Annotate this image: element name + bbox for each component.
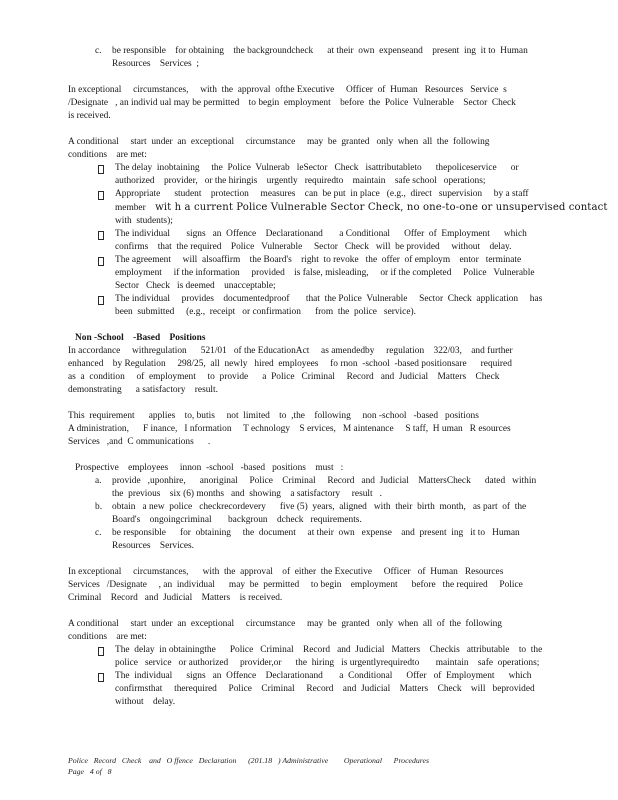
text-line: confirms that the required Police Vulnerable Sector Check will be provided without delay. [115,242,512,252]
text-line: is received. [68,111,111,121]
text-line: confirmsthat therequired Police Criminal Record and Judicial Matters Check will beprovided [115,684,535,694]
empty-box-bullet-icon [98,165,104,174]
text-line: Board's ongoingcriminal backgroun dcheck requirements. [112,515,362,525]
alpha-list-item [68,475,574,501]
footer-title: Police Record Check and O ffence Declaration (201.18 ) Administrative Operational Procedures [68,756,430,765]
text-line: without delay. [115,697,176,707]
text-line: A dministration, F inance, I nformation T echnology S ervices, M aintenance S taff, H uman R esources [68,424,511,434]
paragraph [68,618,574,644]
text-line: The agreement will alsoaffirm the Board's right to revoke the offer of employm entor terminate [115,255,522,265]
bullet-list-item [68,293,574,319]
section-heading [68,332,574,345]
text-line: obtain a new police checkrecordevery five (5) years, aligned with their birth month, as part of the [112,502,527,512]
bullet-list-item [68,188,608,228]
alpha-list-item [68,45,574,71]
empty-box-bullet-icon [98,647,104,656]
paragraph [68,84,574,123]
paragraph [68,136,574,162]
list-marker: c. [95,46,102,56]
text-line: Criminal Record and Judicial Matters is received. [68,593,283,603]
text-line [115,201,608,215]
empty-box-bullet-icon [98,231,104,240]
empty-box-bullet-icon [98,673,104,682]
page-footer [68,755,568,777]
text-line: enhanced by Regulation 298/25, all newly hired employees fo rnon -school -based positionsare required [68,359,512,369]
text-line: police service or authorized provider,or the hiring is urgentlyrequiredto maintain safe operations; [115,658,540,668]
text-line: Resources Services ; [112,59,199,69]
alpha-list-item [68,501,574,527]
text-line: Resources Services. [112,541,195,551]
text-line: demonstrating a satisfactory result. [68,385,218,395]
text-line: conditions are met: [68,150,147,160]
empty-box-bullet-icon [98,296,104,305]
text-line: /Designate , an individ ual may be permitted to begin employment before the Police Vulnerable Sector Check [68,98,516,108]
text-line: The individual provides documentedproof that the Police Vulnerable Sector Check application has [115,294,543,304]
text-line: Prospective employees innon -school -based positions must : [75,463,344,473]
paragraph [68,462,574,475]
text-line: The individual signs an Offence Declarationand a Conditional Offer of Employment which [115,671,532,681]
paragraph [68,566,574,605]
empty-box-bullet-icon [98,257,104,266]
text-line: be responsible for obtaining the backgroundcheck at their own expenseand present ing it to Human [112,46,528,56]
paragraph [68,410,574,449]
bullet-list-item [68,670,574,709]
paragraph [68,345,574,397]
text-line: Services ,and C ommunications . [68,437,211,447]
text-line: the previous six (6) months and showing a satisfactory result . [112,489,383,499]
alpha-list-item [68,527,574,553]
text-line: be responsible for obtaining the document at their own expense and present ing it to Human [112,528,520,538]
text-line: provide ,uponhire, anoriginal Police Criminal Record and Judicial MattersCheck dated within [112,476,537,486]
bullet-list-item [68,644,574,670]
document-content [68,45,608,709]
text-line: The delay in obtainingthe Police Criminal Record and Judicial Matters Checkis attributable to the [115,645,543,655]
list-marker: c. [95,528,102,538]
empty-box-bullet-icon [98,191,104,200]
text-line: In accordance withregulation 521/01 of the EducationAct as amendedby regulation 322/03, and further [68,346,513,356]
text-line: authorized provider, or the hiringis urgently requiredto maintain safe school operations; [115,176,486,186]
list-marker: a. [95,476,102,486]
list-marker: b. [95,502,103,512]
text-line: Appropriate student protection measures can be put in place (e.g., direct supervision by a staff [115,189,529,199]
text-line: The individual signs an Offence Declarationand a Conditional Offer of Employment which [115,229,527,239]
text-line: This requirement applies to, butis not limited to ,the following non -school -based positions [68,411,479,421]
text-line: A conditional start under an exceptional circumstance may be granted only when all of the following [68,619,502,629]
text-line: as a condition of employment to provide a Police Criminal Record and Judicial Matters Check [68,372,500,382]
bullet-list-item [68,254,574,293]
text-line: In exceptional circumstances, with the approval of either the Executive Officer of Human Resources [68,567,504,577]
text-line: been submitted (e.g., receipt or confirmation from the police service). [115,307,416,317]
emphasized-text: wit h a current Police Vulnerable Sector Check, no one-to-one or unsupervised contact [155,202,608,213]
text-line: The delay inobtaining the Police Vulnerab leSector Check isattributableto thepoliceservice or [115,163,519,173]
bullet-list-item [68,162,574,188]
text-segment: member [115,203,156,213]
text-line: with students); [115,216,173,226]
text-line: Non -School -Based Positions [75,333,206,343]
text-line: A conditional start under an exceptional circumstance may be granted only when all the following [68,137,490,147]
text-line: Sector Check is deemed unacceptable; [115,281,276,291]
text-line: Services /Designate , an individual may be permitted to begin employment before the required Police [68,580,523,590]
footer-page-number: Page 4 of 8 [68,767,112,776]
text-line: employment if the information provided is false, misleading, or if the completed Police Vulnerable [115,268,535,278]
text-line: In exceptional circumstances, with the approval ofthe Executive Officer of Human Resources Service s [68,85,507,95]
text-line: conditions are met: [68,632,147,642]
bullet-list-item [68,228,574,254]
